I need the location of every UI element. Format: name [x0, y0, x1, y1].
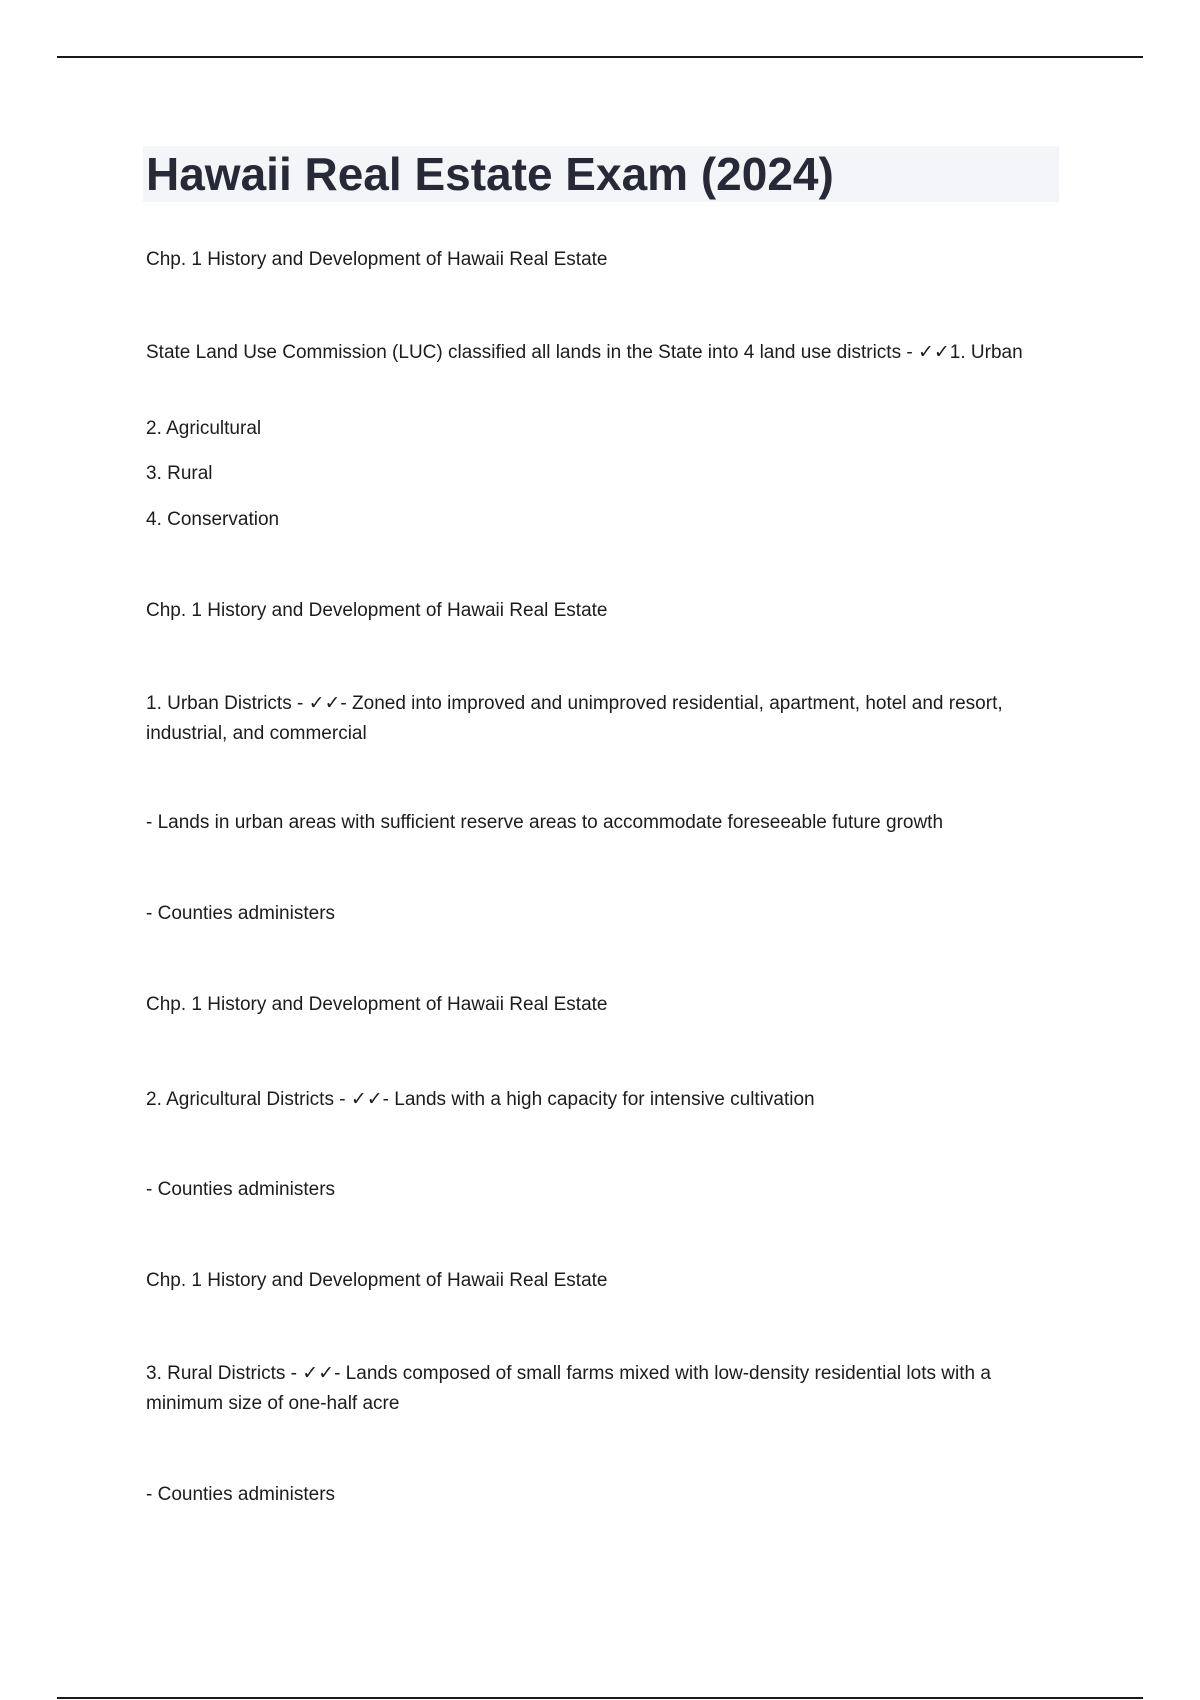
chapter-heading: Chp. 1 History and Development of Hawaii Real Estate: [146, 1270, 608, 1291]
list-item: 3. Rural: [146, 463, 213, 484]
detail-line: - Counties administers: [146, 1179, 336, 1200]
detail-line: - Counties administers: [146, 1484, 336, 1505]
detail-line: - Counties administers: [146, 903, 336, 924]
chapter-heading: Chp. 1 History and Development of Hawaii Real Estate: [146, 994, 608, 1015]
top-divider: [57, 56, 1143, 58]
question-answer: 3. Rural Districts - ✓✓- Lands composed of small farms mixed with low-density residential lots with a minimum size of one-half acre: [146, 1363, 991, 1414]
chapter-heading: Chp. 1 History and Development of Hawaii Real Estate: [146, 600, 608, 621]
chapter-heading: Chp. 1 History and Development of Hawaii Real Estate: [146, 249, 608, 270]
list-item: 4. Conservation: [146, 509, 280, 530]
list-item: 2. Agricultural: [146, 418, 262, 439]
question-answer: 1. Urban Districts - ✓✓- Zoned into improved and unimproved residential, apartment, hotel and resort, industrial, and commercial: [146, 693, 1003, 744]
document-title: Hawaii Real Estate Exam (2024): [146, 148, 834, 200]
question-answer: State Land Use Commission (LUC) classified all lands in the State into 4 land use districts - ✓✓1. Urban: [146, 342, 1023, 363]
question-answer: 2. Agricultural Districts - ✓✓- Lands with a high capacity for intensive cultivation: [146, 1089, 815, 1110]
bottom-divider: [57, 1697, 1143, 1699]
detail-line: - Lands in urban areas with sufficient reserve areas to accommodate foreseeable future growth: [146, 812, 944, 833]
